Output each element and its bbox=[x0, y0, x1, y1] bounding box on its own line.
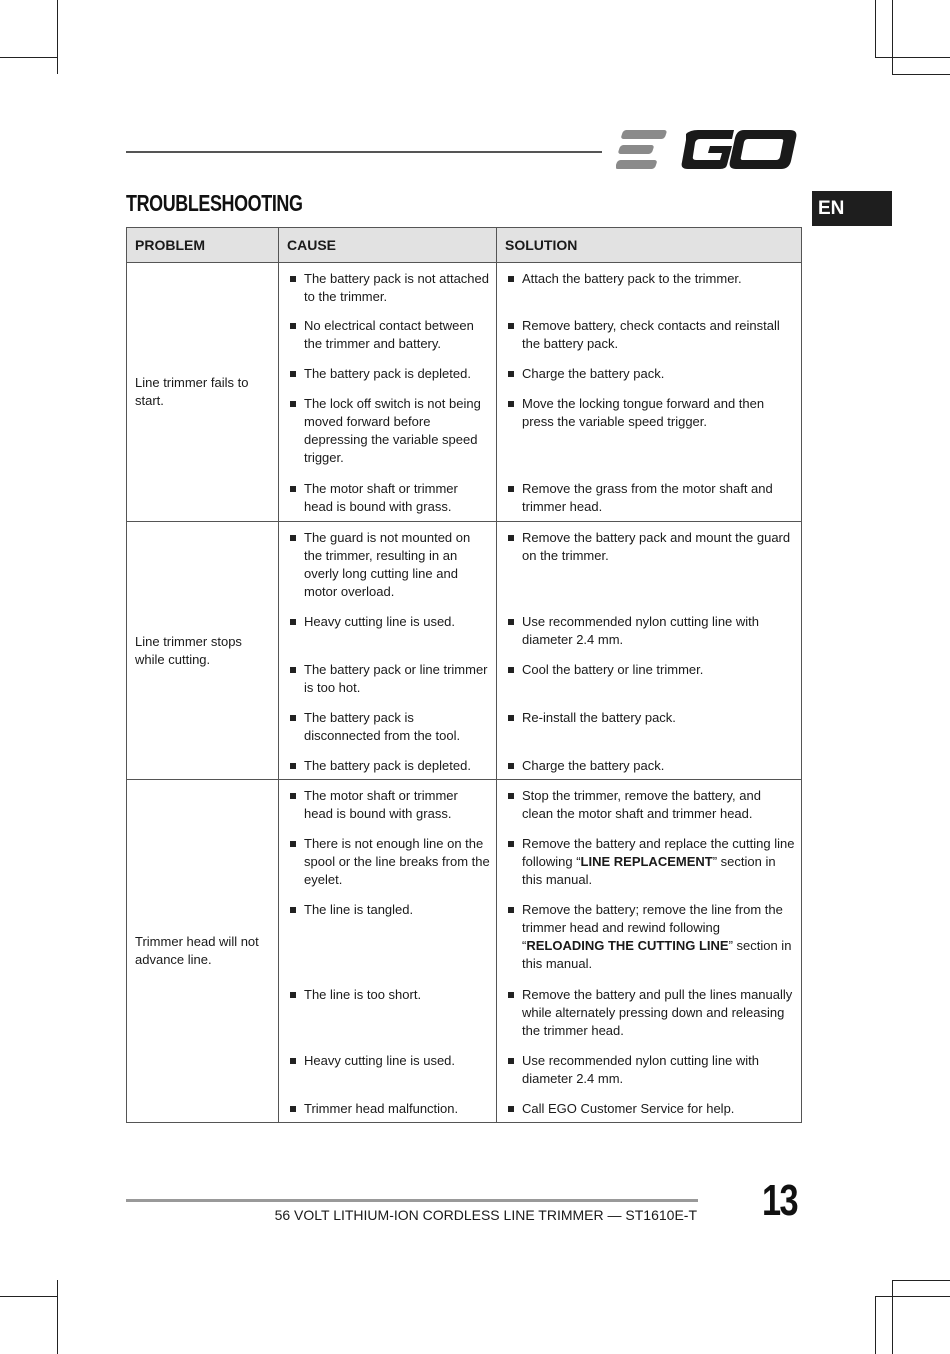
problem-cell: Line trimmer fails to start. bbox=[127, 263, 279, 522]
solution-text: Remove the battery and replace the cutting line following “ bbox=[522, 836, 795, 869]
problem-cell: Line trimmer stops while cutting. bbox=[127, 522, 279, 780]
troubleshooting-table bbox=[126, 227, 802, 1123]
cause-cell bbox=[279, 522, 497, 780]
solution-cell bbox=[497, 522, 802, 780]
cause-item: The motor shaft or trimmer head is bound with grass. bbox=[279, 787, 496, 835]
cause-item: The lock off switch is not being moved forward before depressing the variable speed trigger. bbox=[279, 395, 496, 480]
solution-item bbox=[497, 901, 801, 986]
solution-item bbox=[497, 835, 801, 901]
cause-cell bbox=[279, 263, 497, 522]
solution-cell bbox=[497, 780, 802, 1123]
solution-item: Re-install the battery pack. bbox=[497, 709, 801, 757]
crop-mark bbox=[875, 0, 876, 57]
solution-item: Call EGO Customer Service for help. bbox=[497, 1100, 801, 1122]
section-reference: RELOADING THE CUTTING LINE bbox=[526, 938, 729, 953]
cause-item: The line is too short. bbox=[279, 986, 496, 1052]
crop-mark bbox=[892, 74, 950, 75]
cause-item: There is not enough line on the spool or the line breaks from the eyelet. bbox=[279, 835, 496, 901]
solution-item: Remove the battery and pull the lines manually while alternately pressing down and releasing the trimmer head. bbox=[497, 986, 801, 1052]
problem-cell: Trimmer head will not advance line. bbox=[127, 780, 279, 1123]
cause-item: Heavy cutting line is used. bbox=[279, 613, 496, 661]
cause-item: The battery pack is depleted. bbox=[279, 757, 496, 779]
section-reference: LINE REPLACEMENT bbox=[580, 854, 713, 869]
table-row bbox=[127, 522, 802, 780]
solution-text: ” section in this manual. bbox=[522, 854, 776, 887]
cause-item: The motor shaft or trimmer head is bound with grass. bbox=[279, 480, 496, 520]
cause-item: The line is tangled. bbox=[279, 901, 496, 986]
cause-cell bbox=[279, 780, 497, 1123]
solution-cell bbox=[497, 263, 802, 522]
cause-item: The battery pack is not attached to the trimmer. bbox=[279, 270, 496, 317]
solution-item: Stop the trimmer, remove the battery, and clean the motor shaft and trimmer head. bbox=[497, 787, 801, 835]
footer-rule bbox=[126, 1199, 698, 1202]
crop-mark bbox=[0, 1296, 57, 1297]
table-row bbox=[127, 263, 802, 522]
cause-item: Trimmer head malfunction. bbox=[279, 1100, 496, 1122]
solution-item: Remove the battery pack and mount the guard on the trimmer. bbox=[497, 529, 801, 613]
solution-item: Charge the battery pack. bbox=[497, 757, 801, 779]
ego-logo bbox=[616, 128, 800, 172]
language-tab: EN bbox=[812, 191, 892, 226]
cause-item: The battery pack is disconnected from the tool. bbox=[279, 709, 496, 757]
crop-mark bbox=[875, 1296, 950, 1297]
header-solution: SOLUTION bbox=[497, 228, 802, 263]
solution-text: Remove the battery; remove the line from the trimmer head and rewind following “ bbox=[522, 902, 783, 953]
solution-item: Cool the battery or line trimmer. bbox=[497, 661, 801, 709]
cause-item: The guard is not mounted on the trimmer, resulting in an overly long cutting line and motor overload. bbox=[279, 529, 496, 613]
crop-mark bbox=[892, 0, 893, 74]
page-title: TROUBLESHOOTING bbox=[126, 190, 303, 216]
solution-item: Use recommended nylon cutting line with diameter 2.4 mm. bbox=[497, 1052, 801, 1100]
crop-mark bbox=[875, 57, 950, 58]
solution-item: Charge the battery pack. bbox=[497, 365, 801, 395]
solution-item: Attach the battery pack to the trimmer. bbox=[497, 270, 801, 317]
footer-product-title: 56 VOLT LITHIUM-ION CORDLESS LINE TRIMMER — ST1610E-T bbox=[274, 1207, 697, 1223]
header-cause: CAUSE bbox=[279, 228, 497, 263]
header-problem: PROBLEM bbox=[127, 228, 279, 263]
crop-mark bbox=[57, 0, 58, 74]
cause-item: Heavy cutting line is used. bbox=[279, 1052, 496, 1100]
cause-item: The battery pack is depleted. bbox=[279, 365, 496, 395]
page-number: 13 bbox=[762, 1176, 798, 1225]
table-row bbox=[127, 780, 802, 1123]
crop-mark bbox=[892, 1280, 950, 1281]
header-rule bbox=[126, 151, 602, 153]
crop-mark bbox=[0, 57, 57, 58]
crop-mark bbox=[875, 1296, 876, 1354]
crop-mark bbox=[57, 1280, 58, 1354]
crop-mark bbox=[892, 1280, 893, 1354]
solution-item: Remove battery, check contacts and reinstall the battery pack. bbox=[497, 317, 801, 365]
table-header-row bbox=[127, 228, 802, 263]
solution-item: Remove the grass from the motor shaft and trimmer head. bbox=[497, 480, 801, 520]
solution-item: Use recommended nylon cutting line with diameter 2.4 mm. bbox=[497, 613, 801, 661]
cause-item: The battery pack or line trimmer is too hot. bbox=[279, 661, 496, 709]
solution-item: Move the locking tongue forward and then press the variable speed trigger. bbox=[497, 395, 801, 480]
cause-item: No electrical contact between the trimmer and battery. bbox=[279, 317, 496, 365]
solution-text: ” section in this manual. bbox=[522, 938, 792, 971]
